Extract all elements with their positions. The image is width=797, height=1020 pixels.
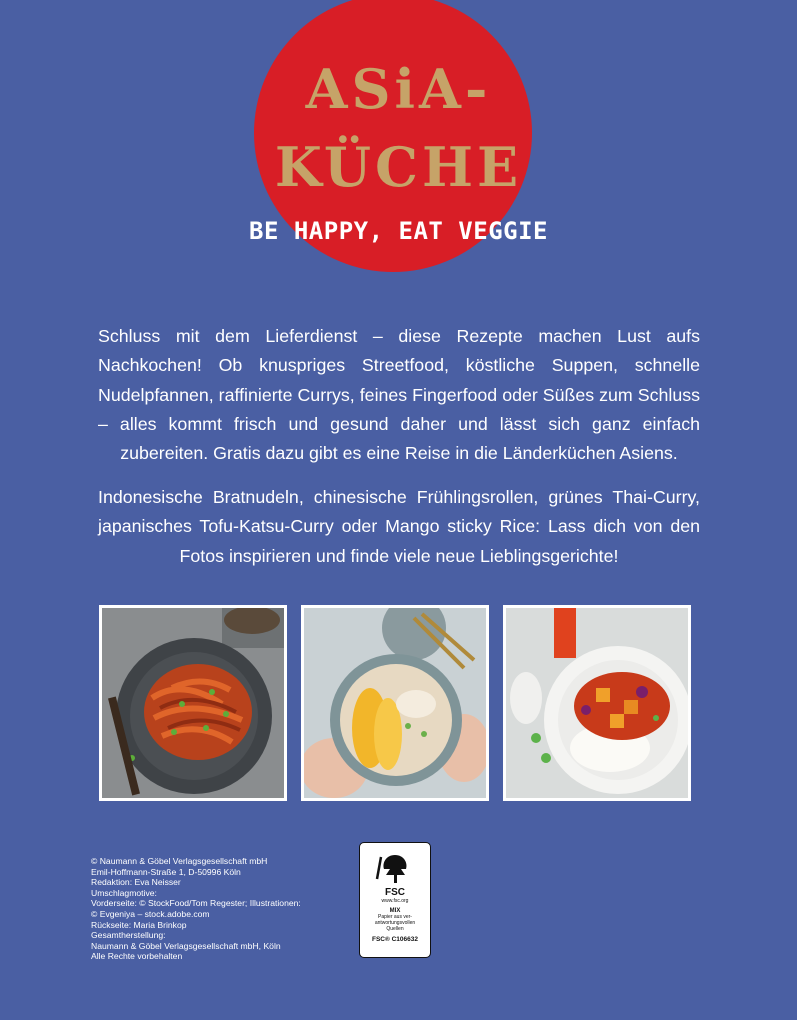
credits-line: © Evgeniya – stock.adobe.com <box>91 908 210 919</box>
credits-line: Redaktion: Eva Neisser <box>91 877 181 888</box>
fsc-url: www.fsc.org <box>381 898 409 904</box>
credits-line: Umschlagmotive: <box>91 887 157 898</box>
description-paragraph-1: Schluss mit dem Lieferdienst – diese Rezepte machen Lust aufs Nachkochen! Ob knuspriges Streetfood, köstliche Suppen, schnelle Nudelpfannen, raffinierte Currys, feines Fingerfood oder Süßes zum Schluss – alles kommt frisch und gesund daher und lässt sich ganz einfach zubereiten. Gratis dazu gibt es eine Reise in die Länderküchen Asiens. <box>98 326 700 464</box>
noodle-dish-photo <box>99 605 287 801</box>
mango-rice-bowl-photo <box>301 605 489 801</box>
credits-line: Emil-Hoffmann-Straße 1, D-50996 Köln <box>91 866 241 877</box>
credits-line: Vorderseite: © StockFood/Tom Regester; Illustrationen: <box>91 898 301 909</box>
credits <box>91 856 351 962</box>
fsc-desc-line1: Papier aus ver- <box>378 914 412 920</box>
fsc-desc-line2: antwortungsvollen <box>374 920 416 926</box>
fsc-code: FSC® C106632 <box>372 936 418 943</box>
fsc-desc-line3: Quellen <box>386 926 404 932</box>
fsc-mix: MIX <box>389 908 401 914</box>
fsc-label <box>359 842 431 958</box>
credits-line: Alle Rechte vorbehalten <box>91 951 183 962</box>
description-paragraph-2: Indonesische Bratnudeln, chinesische Frühlingsrollen, grünes Thai-Curry, japanisches Tofu-Katsu-Curry oder Mango sticky Rice: Lass dich von den Fotos inspirieren und finde viele neue Lieblingsgerichte! <box>98 487 700 566</box>
title-line1: ASiA- <box>305 57 492 121</box>
fsc-tree-icon <box>374 851 416 885</box>
credits-line: © Naumann & Göbel Verlagsgesellschaft mbH <box>91 856 268 866</box>
tagline: BE HAPPY, EAT VEGGIE <box>249 217 548 245</box>
title-line2: KÜCHE <box>274 135 523 199</box>
credits-line: Rückseite: Maria Brinkop <box>91 919 187 930</box>
fsc-mark: FSC <box>385 887 405 898</box>
credits-line: Gesamtherstellung: <box>91 930 166 941</box>
tofu-curry-bowl-photo <box>503 605 691 801</box>
credits-line: Naumann & Göbel Verlagsgesellschaft mbH, Köln <box>91 940 281 951</box>
